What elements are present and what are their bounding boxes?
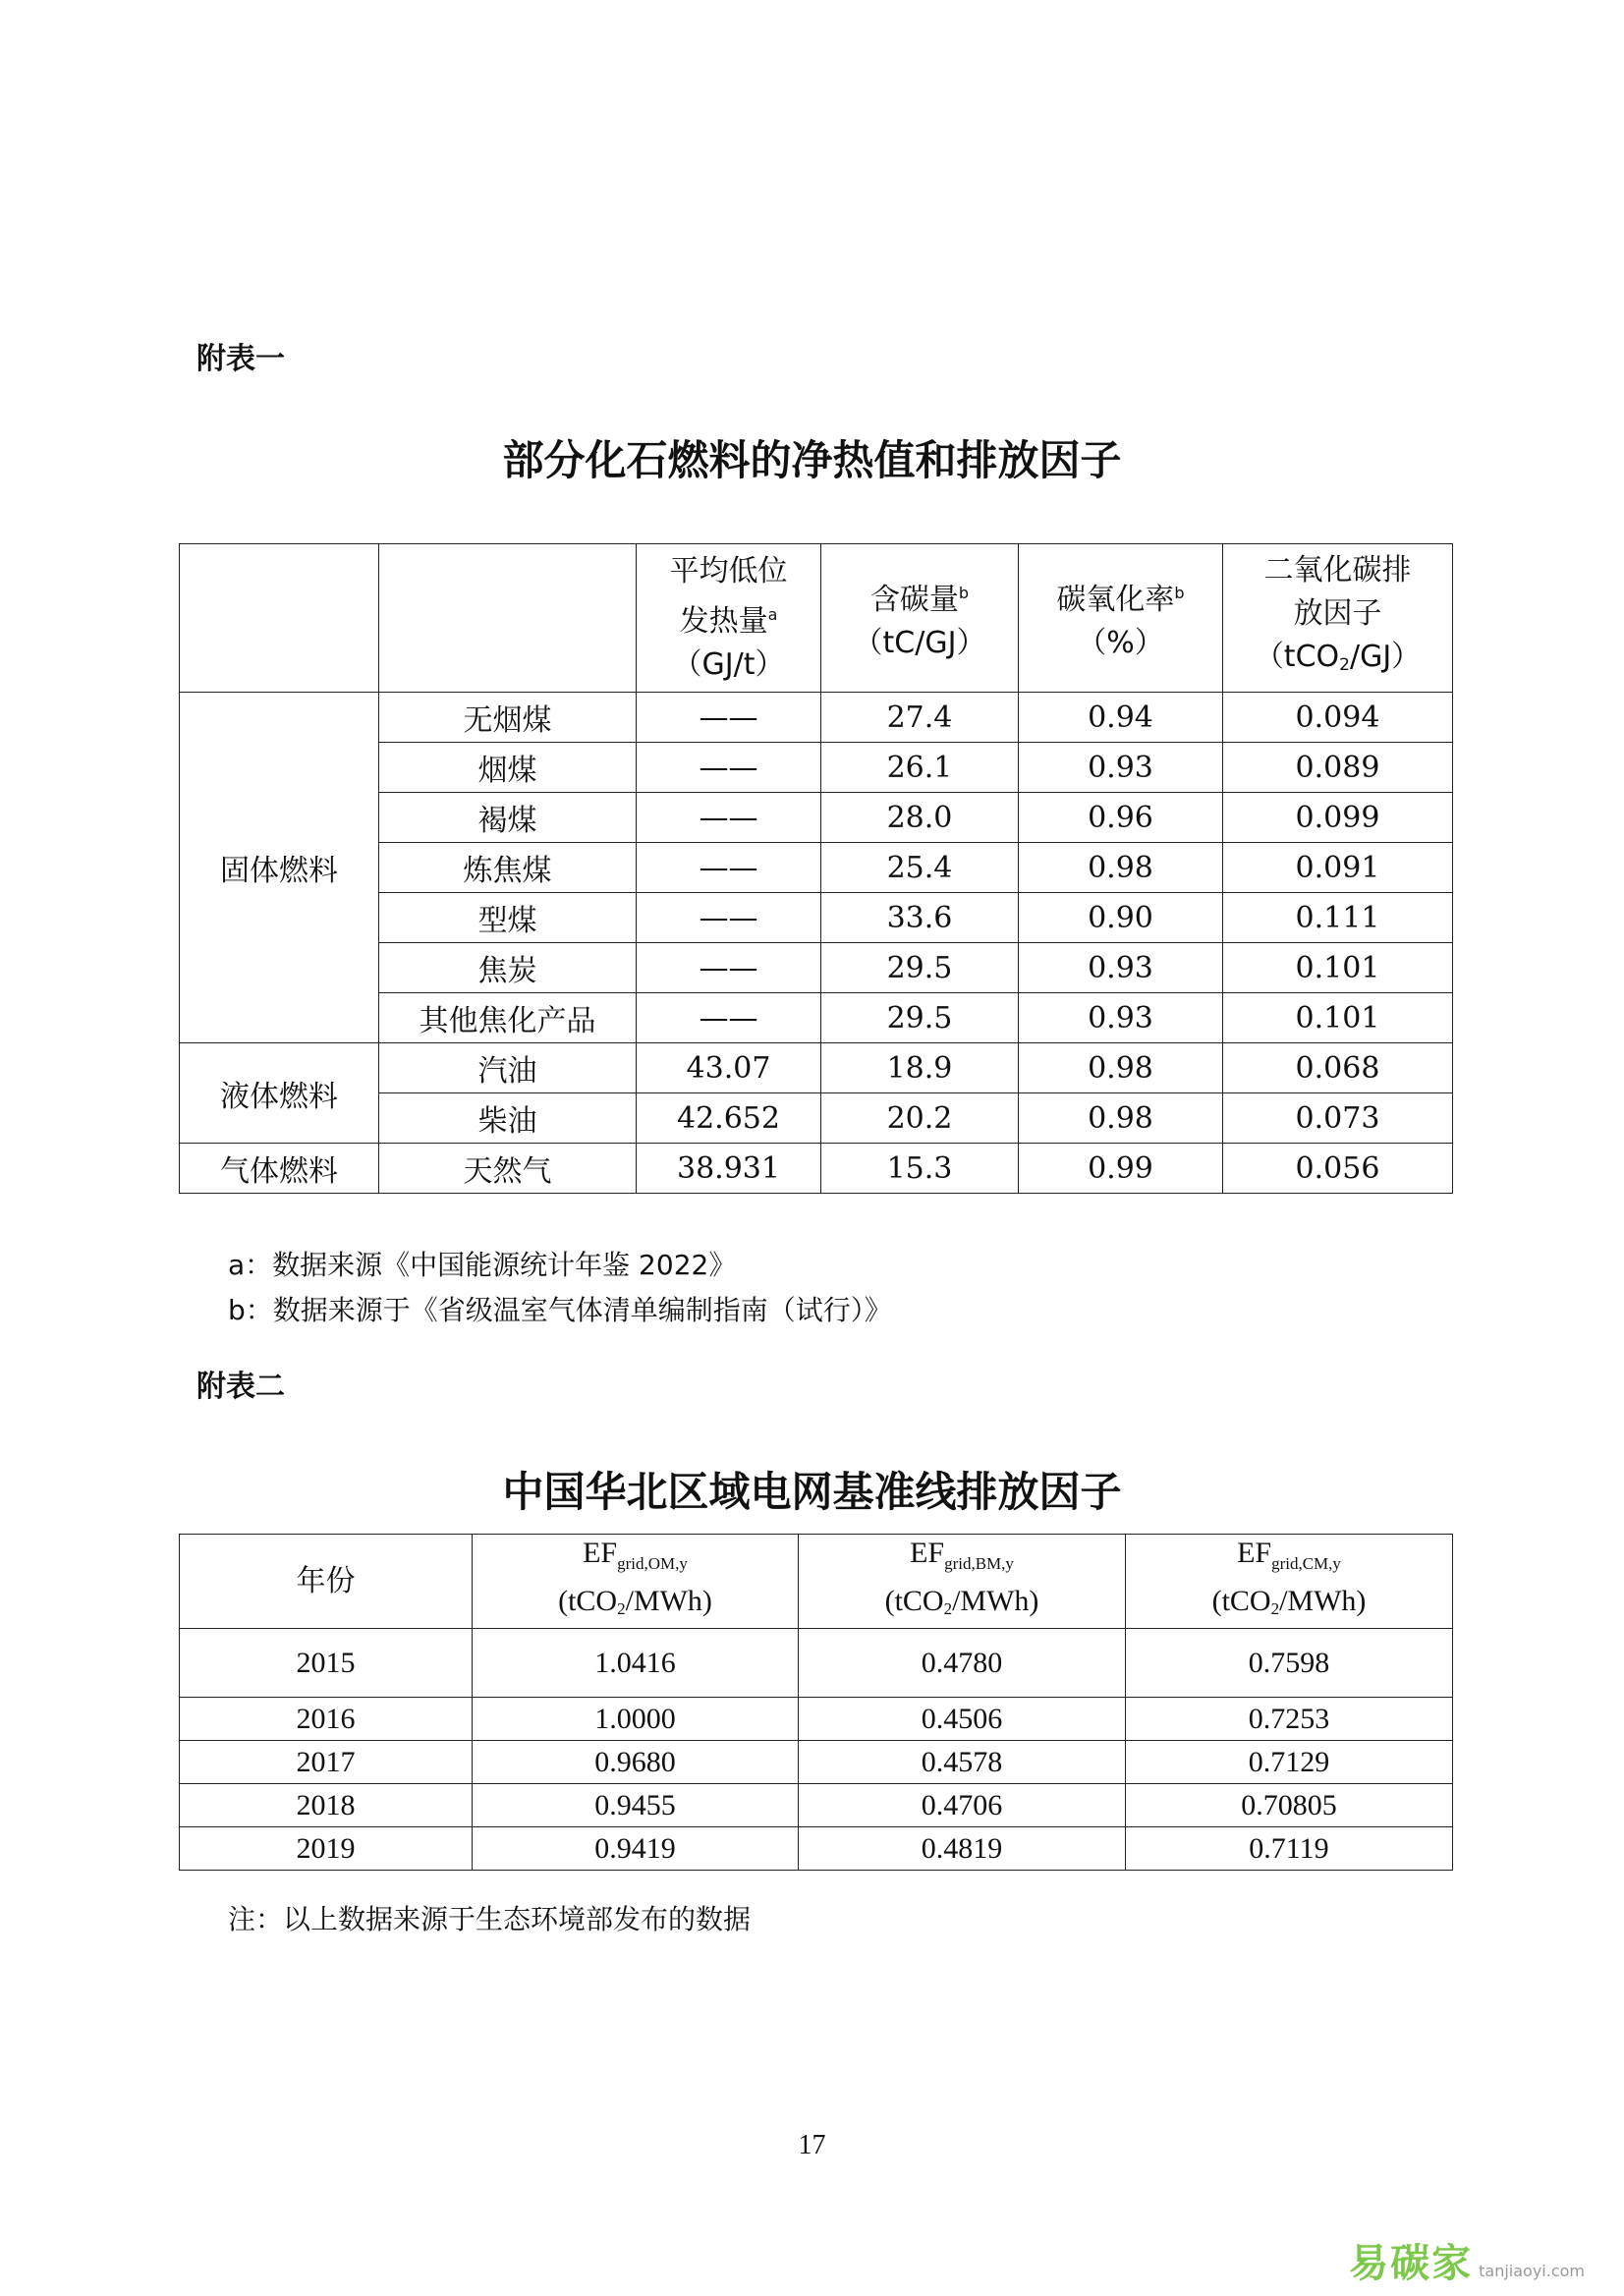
group-solid: 固体燃料 [180,693,379,1043]
fuel-name: 汽油 [379,1043,637,1093]
year-cell: 2018 [180,1784,473,1827]
footnote-a: a：数据来源《中国能源统计年鉴 2022》 [228,1249,737,1281]
group-gas: 气体燃料 [180,1144,379,1194]
header-oxidation: 碳氧化率$^b$ （%） [1019,544,1223,693]
header-year: 年份 [180,1535,473,1629]
om-cell: 0.9419 [473,1827,799,1871]
fuel-name: 柴油 [379,1093,637,1144]
appendix2-title: 中国华北区域电网基准线排放因子 [502,1468,1122,1516]
table-row [180,693,1453,743]
watermark-logo [1349,2232,1585,2288]
carbon-value: 25.4 [821,843,1019,893]
bm-cell: 0.4780 [799,1629,1126,1698]
year-cell: 2019 [180,1827,473,1871]
cm-cell: 0.7253 [1126,1698,1453,1741]
year-cell: 2017 [180,1741,473,1784]
ef-value: 0.056 [1223,1144,1453,1194]
om-cell: 0.9680 [473,1741,799,1784]
carbon-value: 18.9 [821,1043,1019,1093]
appendix2-label: 附表二 [196,1370,285,1404]
bm-cell: 0.4578 [799,1741,1126,1784]
bm-cell: 0.4819 [799,1827,1126,1871]
ef-value: 0.111 [1223,893,1453,943]
table-row [180,1827,1453,1871]
carbon-value: 27.4 [821,693,1019,743]
footnote-b: b：数据来源于《省级温室气体清单编制指南（试行）》 [228,1294,892,1326]
carbon-value: 20.2 [821,1093,1019,1144]
table-row [180,1043,1453,1093]
oxidation-value: 0.94 [1019,693,1223,743]
oxidation-value: 0.98 [1019,843,1223,893]
page-number: 17 [798,2130,826,2160]
ef-value: 0.094 [1223,693,1453,743]
appendix2-note: 注：以上数据来源于生态环境部发布的数据 [228,1903,752,1935]
ef-value: 0.099 [1223,793,1453,843]
ncv-value: —— [637,893,821,943]
carbon-value: 29.5 [821,993,1019,1043]
ef-value: 0.089 [1223,743,1453,793]
year-cell: 2015 [180,1629,473,1698]
oxidation-value: 0.96 [1019,793,1223,843]
appendix1-label: 附表一 [196,342,285,376]
fuel-name: 天然气 [379,1144,637,1194]
fuel-factors-table [179,543,1453,1194]
carbon-value: 26.1 [821,743,1019,793]
om-cell: 1.0416 [473,1629,799,1698]
header-cell-empty [379,544,637,693]
ef-value: 0.068 [1223,1043,1453,1093]
cm-cell: 0.7119 [1126,1827,1453,1871]
watermark-sub2: .com [1545,2262,1585,2280]
carbon-value: 29.5 [821,943,1019,993]
year-cell: 2016 [180,1698,473,1741]
ncv-value: —— [637,943,821,993]
cm-cell: 0.7129 [1126,1741,1453,1784]
fuel-name: 无烟煤 [379,693,637,743]
watermark-text: 易碳家 [1349,2241,1474,2286]
fuel-name: 褐煤 [379,793,637,843]
ef-value: 0.101 [1223,993,1453,1043]
header-ef-om: $EF_{grid,OM,y}$ (tCO2/MWh) [473,1535,799,1629]
table-row [180,1741,1453,1784]
header-ef-bm: $EF_{grid,BM,y}$ (tCO2/MWh) [799,1535,1126,1629]
carbon-value: 33.6 [821,893,1019,943]
fuel-name: 型煤 [379,893,637,943]
ef-value: 0.073 [1223,1093,1453,1144]
oxidation-value: 0.93 [1019,743,1223,793]
oxidation-value: 0.93 [1019,943,1223,993]
ncv-value: 38.931 [637,1144,821,1194]
cm-cell: 0.70805 [1126,1784,1453,1827]
table-row [180,1144,1453,1194]
table-header-row [180,544,1453,693]
cm-cell: 0.7598 [1126,1629,1453,1698]
ncv-value: —— [637,843,821,893]
grid-emission-table [179,1534,1453,1871]
header-cell-empty [180,544,379,693]
carbon-value: 28.0 [821,793,1019,843]
ncv-value: —— [637,693,821,743]
om-cell: 1.0000 [473,1698,799,1741]
ncv-value: —— [637,793,821,843]
ncv-value: —— [637,993,821,1043]
table-row [180,1784,1453,1827]
header-ef-cm: $EF_{grid,CM,y}$ (tCO2/MWh) [1126,1535,1453,1629]
fuel-name: 炼焦煤 [379,843,637,893]
header-ef: 二氧化碳排 放因子 （tCO2/GJ） [1223,544,1453,693]
bm-cell: 0.4706 [799,1784,1126,1827]
ef-value: 0.091 [1223,843,1453,893]
fuel-name: 焦炭 [379,943,637,993]
om-cell: 0.9455 [473,1784,799,1827]
header-carbon: 含碳量$^b$ （tC/GJ） [821,544,1019,693]
table-row [180,1698,1453,1741]
header-ncv: 平均低位 发热量$^a$ （GJ/t） [637,544,821,693]
oxidation-value: 0.99 [1019,1144,1223,1194]
oxidation-value: 0.90 [1019,893,1223,943]
oxidation-value: 0.98 [1019,1093,1223,1144]
oxidation-value: 0.98 [1019,1043,1223,1093]
group-liquid: 液体燃料 [180,1043,379,1144]
appendix1-title: 部分化石燃料的净热值和排放因子 [502,436,1122,484]
fuel-name: 烟煤 [379,743,637,793]
oxidation-value: 0.93 [1019,993,1223,1043]
watermark-sub: tanjiaoyi [1479,2262,1546,2280]
bm-cell: 0.4506 [799,1698,1126,1741]
fuel-name: 其他焦化产品 [379,993,637,1043]
table-header-row [180,1535,1453,1629]
ncv-value: 43.07 [637,1043,821,1093]
carbon-value: 15.3 [821,1144,1019,1194]
ncv-value: 42.652 [637,1093,821,1144]
table-row [180,1629,1453,1698]
ef-value: 0.101 [1223,943,1453,993]
ncv-value: —— [637,743,821,793]
